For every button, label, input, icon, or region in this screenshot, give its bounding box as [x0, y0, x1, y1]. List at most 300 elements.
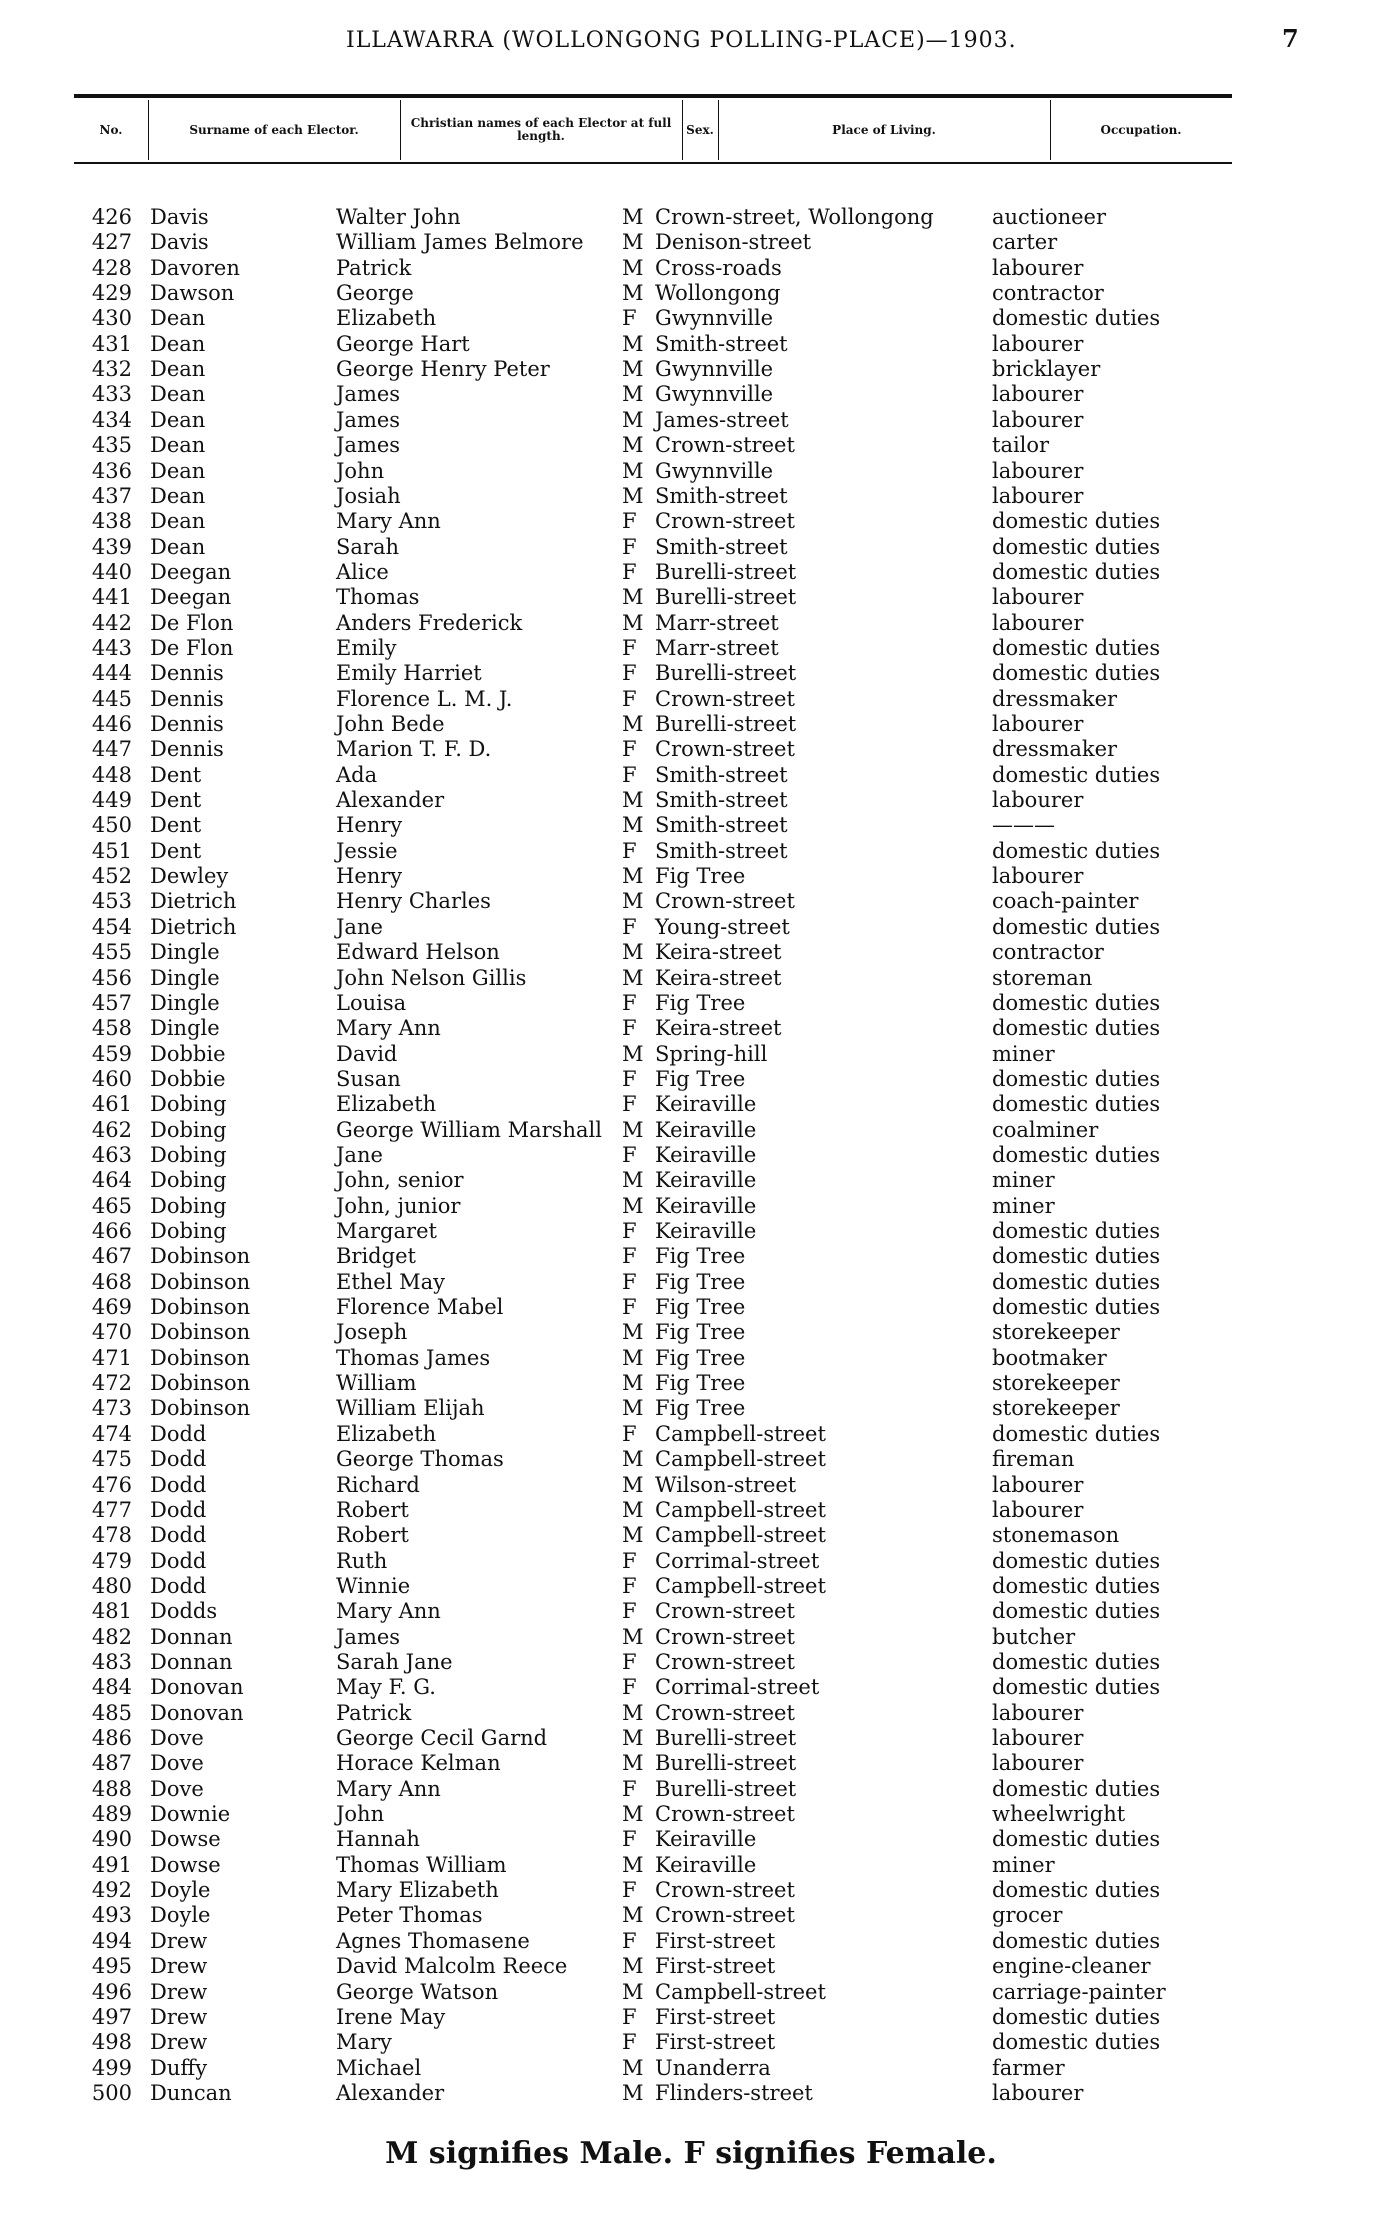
row-occupation: labourer	[992, 458, 1084, 483]
row-number: 440	[91, 559, 132, 584]
row-christian-names: Peter Thomas	[336, 1903, 483, 1928]
row-surname: Dingle	[150, 990, 220, 1015]
row-sex: F	[622, 1219, 637, 1243]
row-sex: F	[622, 1548, 637, 1573]
table-row	[0, 611, 1382, 637]
row-surname: Dean	[150, 458, 206, 483]
row-occupation: domestic duties	[992, 1066, 1161, 1091]
table-row	[0, 1422, 1382, 1448]
row-christian-names: Florence L. M. J.	[336, 686, 513, 711]
row-number: 429	[91, 281, 132, 306]
row-place-of-living: Crown-street	[655, 509, 795, 534]
table-row	[0, 1320, 1382, 1346]
row-place-of-living: Burelli-street	[655, 712, 797, 736]
row-number: 491	[91, 1852, 132, 1877]
row-surname: Doyle	[150, 1878, 211, 1903]
row-sex: F	[622, 559, 637, 584]
row-christian-names: John	[336, 1802, 385, 1827]
table-row	[0, 1954, 1382, 1980]
row-christian-names: Horace Kelman	[336, 1751, 501, 1776]
row-number: 479	[91, 1548, 132, 1573]
row-occupation: domestic duties	[992, 1675, 1161, 1700]
row-number: 432	[91, 357, 132, 382]
table-row	[0, 1042, 1382, 1068]
row-number: 496	[91, 1979, 132, 2004]
row-occupation: labourer	[992, 585, 1084, 610]
row-surname: Drew	[150, 1928, 208, 1953]
table-row	[0, 1701, 1382, 1727]
row-surname: Dean	[150, 357, 206, 382]
row-number: 428	[91, 255, 132, 280]
column-header-no: No.	[74, 100, 149, 160]
row-place-of-living: Burelli-street	[655, 1726, 797, 1750]
row-sex: M	[622, 1396, 644, 1421]
row-occupation: contractor	[992, 940, 1104, 965]
table-row	[0, 661, 1382, 687]
row-sex: M	[622, 1979, 644, 2004]
table-row	[0, 1194, 1382, 1220]
row-place-of-living: Crown-street	[655, 737, 795, 762]
row-occupation: domestic duties	[992, 509, 1161, 534]
row-surname: Dietrich	[150, 914, 237, 939]
row-occupation: engine-cleaner	[992, 1954, 1151, 1979]
row-place-of-living: Smith-street	[655, 483, 788, 508]
row-sex: M	[622, 1497, 644, 1522]
row-surname: Dodd	[150, 1548, 207, 1573]
row-occupation: domestic duties	[992, 661, 1161, 686]
table-row	[0, 1777, 1382, 1803]
row-place-of-living: Cross-roads	[655, 255, 782, 280]
row-number: 441	[91, 585, 132, 610]
table-row	[0, 1903, 1382, 1929]
row-christian-names: Ethel May	[336, 1269, 445, 1294]
row-christian-names: Sarah Jane	[336, 1649, 453, 1674]
table-row	[0, 1244, 1382, 1270]
row-number: 461	[91, 1092, 132, 1117]
row-place-of-living: Campbell-street	[655, 1573, 826, 1598]
row-christian-names: John, junior	[336, 1193, 461, 1218]
row-christian-names: Mary	[336, 2030, 392, 2055]
row-occupation: carriage-painter	[992, 1979, 1166, 2004]
row-number: 464	[91, 1168, 132, 1193]
row-number: 433	[91, 382, 132, 407]
row-surname: Dennis	[150, 661, 224, 686]
row-occupation: domestic duties	[992, 559, 1161, 584]
row-occupation: labourer	[992, 331, 1084, 356]
row-christian-names: Richard	[336, 1472, 420, 1497]
row-christian-names: Alexander	[336, 2080, 445, 2105]
row-christian-names: Elizabeth	[336, 1421, 437, 1446]
row-place-of-living: First-street	[655, 2030, 776, 2055]
row-christian-names: Thomas James	[336, 1345, 491, 1370]
row-surname: Doyle	[150, 1903, 211, 1928]
row-surname: Deegan	[150, 559, 232, 584]
row-surname: Dodd	[150, 1573, 207, 1598]
row-sex: M	[622, 1345, 644, 1370]
row-surname: Duncan	[150, 2080, 232, 2105]
table-row	[0, 1270, 1382, 1296]
row-place-of-living: Keiraville	[655, 1852, 757, 1877]
sex-legend-note: M signifies Male. F signifies Female.	[385, 2136, 997, 2171]
row-occupation: domestic duties	[992, 1928, 1161, 1953]
row-christian-names: Henry	[336, 864, 403, 889]
row-occupation: domestic duties	[992, 1827, 1161, 1852]
table-row	[0, 991, 1382, 1017]
row-place-of-living: Wilson-street	[655, 1472, 797, 1497]
row-sex: F	[622, 1573, 637, 1598]
row-occupation: domestic duties	[992, 1548, 1161, 1573]
row-number: 444	[91, 661, 132, 686]
table-row	[0, 763, 1382, 789]
row-occupation: domestic duties	[992, 1142, 1161, 1167]
row-surname: Dean	[150, 534, 206, 559]
row-occupation: labourer	[992, 1472, 1084, 1497]
row-occupation: domestic duties	[992, 1016, 1161, 1041]
row-sex: F	[622, 1599, 637, 1624]
row-place-of-living: First-street	[655, 2004, 776, 2029]
row-place-of-living: Wollongong	[655, 281, 781, 306]
table-row	[0, 281, 1382, 307]
row-surname: Dobbie	[150, 1041, 226, 1066]
row-surname: Drew	[150, 2004, 208, 2029]
row-sex: M	[622, 1903, 644, 1928]
table-row	[0, 1219, 1382, 1245]
row-occupation: domestic duties	[992, 1776, 1161, 1801]
row-occupation: domestic duties	[992, 1649, 1161, 1674]
row-christian-names: John Bede	[336, 712, 445, 736]
row-place-of-living: Crown-street	[655, 433, 795, 458]
row-sex: F	[622, 2004, 637, 2029]
row-occupation: domestic duties	[992, 1244, 1161, 1269]
row-surname: Dobinson	[150, 1295, 251, 1320]
row-number: 468	[91, 1269, 132, 1294]
row-place-of-living: Crown-street	[655, 1802, 795, 1827]
row-place-of-living: Fig Tree	[655, 990, 746, 1015]
row-christian-names: Josiah	[336, 483, 401, 508]
table-row	[0, 1473, 1382, 1499]
row-occupation: storekeeper	[992, 1320, 1120, 1345]
row-christian-names: Mary Ann	[336, 509, 441, 534]
row-number: 492	[91, 1878, 132, 1903]
row-occupation: labourer	[992, 1751, 1084, 1776]
table-row	[0, 1726, 1382, 1752]
table-row	[0, 1447, 1382, 1473]
row-occupation: labourer	[992, 1700, 1084, 1725]
row-place-of-living: Keiraville	[655, 1168, 757, 1193]
row-christian-names: William Elijah	[336, 1396, 485, 1421]
table-row	[0, 2030, 1382, 2056]
row-occupation: farmer	[992, 2055, 1065, 2080]
column-header-sex: Sex.	[686, 122, 714, 137]
row-sex: F	[622, 661, 637, 686]
row-sex: F	[622, 1142, 637, 1167]
row-sex: F	[622, 509, 637, 534]
row-surname: Duffy	[150, 2055, 208, 2080]
row-sex: F	[622, 990, 637, 1015]
row-number: 436	[91, 458, 132, 483]
row-place-of-living: Smith-street	[655, 534, 788, 559]
row-surname: Downie	[150, 1802, 231, 1827]
row-place-of-living: Fig Tree	[655, 1269, 746, 1294]
row-sex: M	[622, 433, 644, 458]
row-place-of-living: Crown-street	[655, 1599, 795, 1624]
row-occupation: storekeeper	[992, 1396, 1120, 1421]
row-number: 431	[91, 331, 132, 356]
row-place-of-living: First-street	[655, 1928, 776, 1953]
table-row	[0, 1827, 1382, 1853]
row-christian-names: Henry	[336, 813, 403, 838]
row-surname: Drew	[150, 1979, 208, 2004]
row-christian-names: Elizabeth	[336, 306, 437, 331]
row-christian-names: John, senior	[336, 1168, 464, 1193]
row-occupation: labourer	[992, 255, 1084, 280]
table-row	[0, 1168, 1382, 1194]
table-row	[0, 1295, 1382, 1321]
row-place-of-living: Keiraville	[655, 1142, 757, 1167]
row-surname: Dobinson	[150, 1345, 251, 1370]
row-place-of-living: Crown-street	[655, 686, 795, 711]
table-row	[0, 1118, 1382, 1144]
row-surname: Dent	[150, 788, 202, 813]
table-row	[0, 433, 1382, 459]
row-occupation: labourer	[992, 407, 1084, 432]
row-christian-names: Robert	[336, 1497, 409, 1522]
row-number: 478	[91, 1523, 132, 1548]
row-surname: Donovan	[150, 1675, 244, 1700]
row-christian-names: Ada	[336, 762, 378, 787]
row-sex: M	[622, 610, 644, 635]
row-number: 472	[91, 1371, 132, 1396]
row-sex: F	[622, 686, 637, 711]
row-place-of-living: Fig Tree	[655, 864, 746, 889]
row-sex: F	[622, 1878, 637, 1903]
row-surname: Drew	[150, 1954, 208, 1979]
row-place-of-living: Fig Tree	[655, 1295, 746, 1320]
row-sex: M	[622, 1472, 644, 1497]
row-number: 435	[91, 433, 132, 458]
row-number: 474	[91, 1421, 132, 1446]
row-sex: F	[622, 1827, 637, 1852]
row-surname: Davis	[150, 205, 209, 229]
row-surname: Dennis	[150, 712, 224, 736]
row-christian-names: Alice	[336, 559, 389, 584]
column-header-surname: Surname of each Elector.	[148, 100, 401, 160]
row-number: 466	[91, 1219, 132, 1243]
row-place-of-living: Smith-street	[655, 813, 788, 838]
row-occupation: domestic duties	[992, 2004, 1161, 2029]
row-sex: M	[622, 889, 644, 914]
row-number: 489	[91, 1802, 132, 1827]
row-place-of-living: James-street	[655, 407, 789, 432]
table-row	[0, 357, 1382, 383]
row-christian-names: Agnes Thomasene	[336, 1928, 530, 1953]
table-row	[0, 1016, 1382, 1042]
row-place-of-living: Campbell-street	[655, 1979, 826, 2004]
row-surname: Dodd	[150, 1472, 207, 1497]
table-row	[0, 1751, 1382, 1777]
row-sex: F	[622, 1269, 637, 1294]
table-row	[0, 382, 1382, 408]
row-occupation: miner	[992, 1193, 1055, 1218]
row-surname: Dean	[150, 382, 206, 407]
row-number: 488	[91, 1776, 132, 1801]
column-header-place: Place of Living.	[718, 100, 1051, 160]
row-number: 482	[91, 1624, 132, 1649]
row-number: 437	[91, 483, 132, 508]
row-christian-names: Emily Harriet	[336, 661, 482, 686]
row-sex: F	[622, 1421, 637, 1446]
row-place-of-living: Burelli-street	[655, 585, 797, 610]
row-number: 497	[91, 2004, 132, 2029]
row-christian-names: Margaret	[336, 1219, 437, 1243]
row-occupation: domestic duties	[992, 762, 1161, 787]
row-surname: Davoren	[150, 255, 240, 280]
row-occupation: miner	[992, 1852, 1055, 1877]
row-surname: Dobinson	[150, 1396, 251, 1421]
row-surname: Dingle	[150, 1016, 220, 1041]
row-number: 457	[91, 990, 132, 1015]
row-sex: M	[622, 788, 644, 813]
table-row	[0, 205, 1382, 231]
row-number: 446	[91, 712, 132, 736]
row-sex: M	[622, 483, 644, 508]
table-top-rule	[74, 94, 1232, 98]
row-occupation: dressmaker	[992, 737, 1118, 762]
row-sex: F	[622, 1776, 637, 1801]
table-row	[0, 1929, 1382, 1955]
row-occupation: labourer	[992, 610, 1084, 635]
row-christian-names: Mary Ann	[336, 1776, 441, 1801]
row-sex: M	[622, 712, 644, 736]
row-number: 442	[91, 610, 132, 635]
row-surname: Dingle	[150, 965, 220, 990]
row-place-of-living: Smith-street	[655, 788, 788, 813]
row-sex: F	[622, 306, 637, 331]
row-place-of-living: Keira-street	[655, 940, 782, 965]
table-row	[0, 509, 1382, 535]
row-surname: Dobing	[150, 1168, 227, 1193]
row-christian-names: George Henry Peter	[336, 357, 550, 382]
table-row	[0, 1599, 1382, 1625]
row-surname: Dean	[150, 509, 206, 534]
table-row	[0, 864, 1382, 890]
table-row	[0, 813, 1382, 839]
row-sex: M	[622, 382, 644, 407]
row-number: 476	[91, 1472, 132, 1497]
row-place-of-living: Fig Tree	[655, 1396, 746, 1421]
row-occupation: labourer	[992, 712, 1084, 736]
table-row	[0, 484, 1382, 510]
row-surname: Dobing	[150, 1219, 227, 1243]
row-number: 481	[91, 1599, 132, 1624]
row-surname: Dietrich	[150, 889, 237, 914]
row-number: 451	[91, 838, 132, 863]
row-christian-names: Mary Ann	[336, 1016, 441, 1041]
page-title: ILLAWARRA (WOLLONGONG POLLING-PLACE)—1903.	[346, 28, 1017, 53]
row-place-of-living: Crown-street	[655, 889, 795, 914]
row-place-of-living: Crown-street	[655, 1649, 795, 1674]
row-number: 439	[91, 534, 132, 559]
row-number: 449	[91, 788, 132, 813]
row-number: 473	[91, 1396, 132, 1421]
row-occupation: miner	[992, 1168, 1055, 1193]
row-sex: M	[622, 864, 644, 889]
row-sex: F	[622, 1675, 637, 1700]
row-christian-names: Michael	[336, 2055, 422, 2080]
table-row	[0, 1346, 1382, 1372]
row-surname: Dove	[150, 1726, 204, 1750]
row-place-of-living: Crown-street	[655, 1903, 795, 1928]
table-row	[0, 1650, 1382, 1676]
row-occupation: stonemason	[992, 1523, 1120, 1548]
row-occupation: domestic duties	[992, 534, 1161, 559]
row-surname: Dodd	[150, 1497, 207, 1522]
row-number: 499	[91, 2055, 132, 2080]
row-christian-names: Ruth	[336, 1548, 388, 1573]
row-sex: M	[622, 1852, 644, 1877]
row-place-of-living: Gwynnville	[655, 357, 774, 382]
row-christian-names: George Hart	[336, 331, 470, 356]
row-place-of-living: Fig Tree	[655, 1345, 746, 1370]
column-header-sex-cell	[682, 100, 719, 160]
row-surname: Donovan	[150, 1700, 244, 1725]
row-sex: M	[622, 2055, 644, 2080]
row-sex: M	[622, 1954, 644, 1979]
row-sex: M	[622, 813, 644, 838]
table-row	[0, 687, 1382, 713]
row-sex: M	[622, 1447, 644, 1472]
row-surname: Davis	[150, 230, 209, 255]
row-number: 456	[91, 965, 132, 990]
row-christian-names: John Nelson Gillis	[336, 965, 527, 990]
table-row	[0, 2081, 1382, 2107]
row-number: 460	[91, 1066, 132, 1091]
row-sex: F	[622, 534, 637, 559]
row-number: 498	[91, 2030, 132, 2055]
row-place-of-living: Denison-street	[655, 230, 812, 255]
table-row	[0, 230, 1382, 256]
row-surname: Dingle	[150, 940, 220, 965]
row-christian-names: Florence Mabel	[336, 1295, 504, 1320]
row-occupation: labourer	[992, 788, 1084, 813]
row-christian-names: Winnie	[336, 1573, 411, 1598]
row-number: 438	[91, 509, 132, 534]
table-row	[0, 1371, 1382, 1397]
row-christian-names: Jane	[336, 914, 383, 939]
row-place-of-living: Corrimal-street	[655, 1675, 820, 1700]
row-number: 470	[91, 1320, 132, 1345]
row-occupation: tailor	[992, 433, 1050, 458]
row-number: 493	[91, 1903, 132, 1928]
row-occupation: storeman	[992, 965, 1093, 990]
row-sex: F	[622, 1092, 637, 1117]
row-christian-names: Sarah	[336, 534, 399, 559]
row-surname: Dowse	[150, 1827, 221, 1852]
table-row	[0, 712, 1382, 738]
row-christian-names: Irene May	[336, 2004, 446, 2029]
row-christian-names: George Thomas	[336, 1447, 504, 1472]
row-place-of-living: Unanderra	[655, 2055, 771, 2080]
row-surname: Dobinson	[150, 1244, 251, 1269]
row-surname: Dobing	[150, 1117, 227, 1142]
table-row	[0, 1878, 1382, 1904]
row-place-of-living: Campbell-street	[655, 1447, 826, 1472]
row-occupation: labourer	[992, 864, 1084, 889]
row-surname: Dent	[150, 813, 202, 838]
row-surname: Dewley	[150, 864, 229, 889]
row-number: 448	[91, 762, 132, 787]
row-sex: F	[622, 762, 637, 787]
